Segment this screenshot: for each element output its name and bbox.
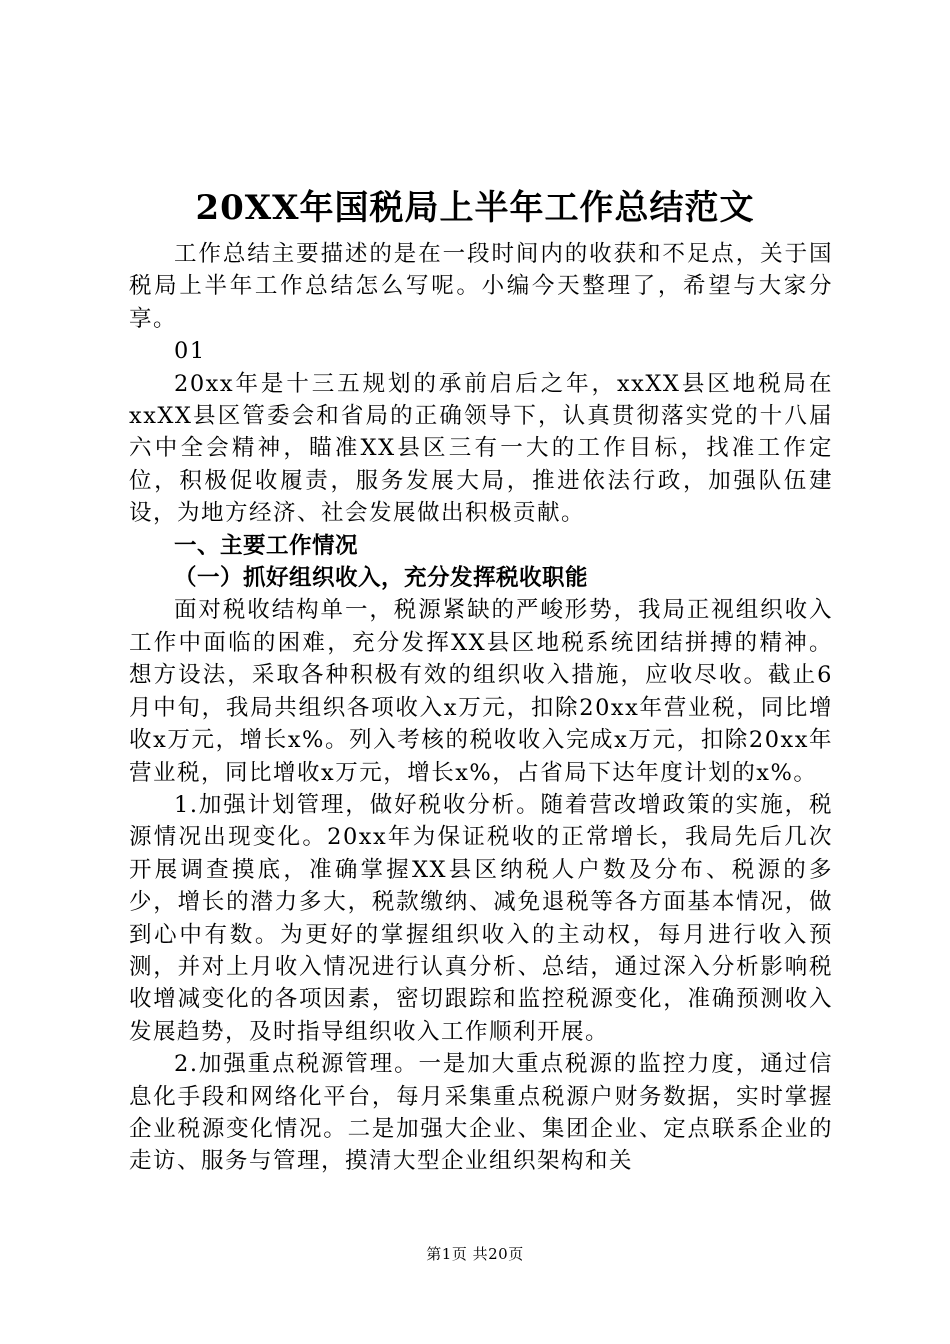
paragraph-intro: 工作总结主要描述的是在一段时间内的收获和不足点，关于国税局上半年工作总结怎么写呢。小编今天整理了，希望与大家分享。 bbox=[129, 241, 833, 332]
paragraph-section-number: 01 bbox=[174, 338, 206, 365]
paragraph-revenue: 面对税收结构单一，税源紧缺的严峻形势，我局正视组织收入工作中面临的困难，充分发挥XX县区地税系统团结拼搏的精神。想方设法，采取各种积极有效的组织收入措施，应收尽收。截止6月中旬，我局共组织各项收入x万元，扣除20xx年营业税，同比增收x万元，增长x%。列入考核的税收收入完成x万元，扣除20xx年营业税，同比增收x万元，增长x%，占省局下达年度计划的x%。 bbox=[129, 597, 833, 786]
paragraph-overview: 20xx年是十三五规划的承前启后之年，xxXX县区地税局在xxXX县区管委会和省局的正确领导下，认真贯彻落实党的十八届六中全会精神，瞄准XX县区三有一大的工作目标，找准工作定位，积极促收履责，服务发展大局，推进依法行政，加强队伍建设，为地方经济、社会发展做出积极贡献。 bbox=[129, 370, 833, 527]
subsection-heading: （一）抓好组织收入，充分发挥税收职能 bbox=[174, 565, 589, 592]
paragraph-key-tax-sources: 2.加强重点税源管理。一是加大重点税源的监控力度，通过信息化手段和网络化平台，每月采集重点税源户财务数据，实时掌握企业税源变化情况。二是加强大企业、集团企业、定点联系企业的走访、服务与管理，摸清大型企业组织架构和关 bbox=[129, 1051, 833, 1175]
document-body bbox=[129, 238, 833, 1178]
section-heading: 一、主要工作情况 bbox=[174, 532, 359, 559]
document-title: 20XX年国税局上半年工作总结范文 bbox=[195, 188, 755, 228]
page-footer: 第1页 共20页 bbox=[426, 1245, 524, 1263]
paragraph-plan-management: 1.加强计划管理，做好税收分析。随着营改增政策的实施，税源情况出现变化。20xx年为保证税收的正常增长，我局先后几次开展调查摸底，准确掌握XX县区纳税人户数及分布、税源的多少，增长的潜力多大，税款缴纳、减免退税等各方面基本情况，做到心中有数。为更好的掌握组织收入的主动权，每月进行收入预测，并对上月收入情况进行认真分析、总结，通过深入分析影响税收增减变化的各项因素，密切跟踪和监控税源变化，准确预测收入发展趋势，及时指导组织收入工作顺利开展。 bbox=[129, 791, 833, 1045]
